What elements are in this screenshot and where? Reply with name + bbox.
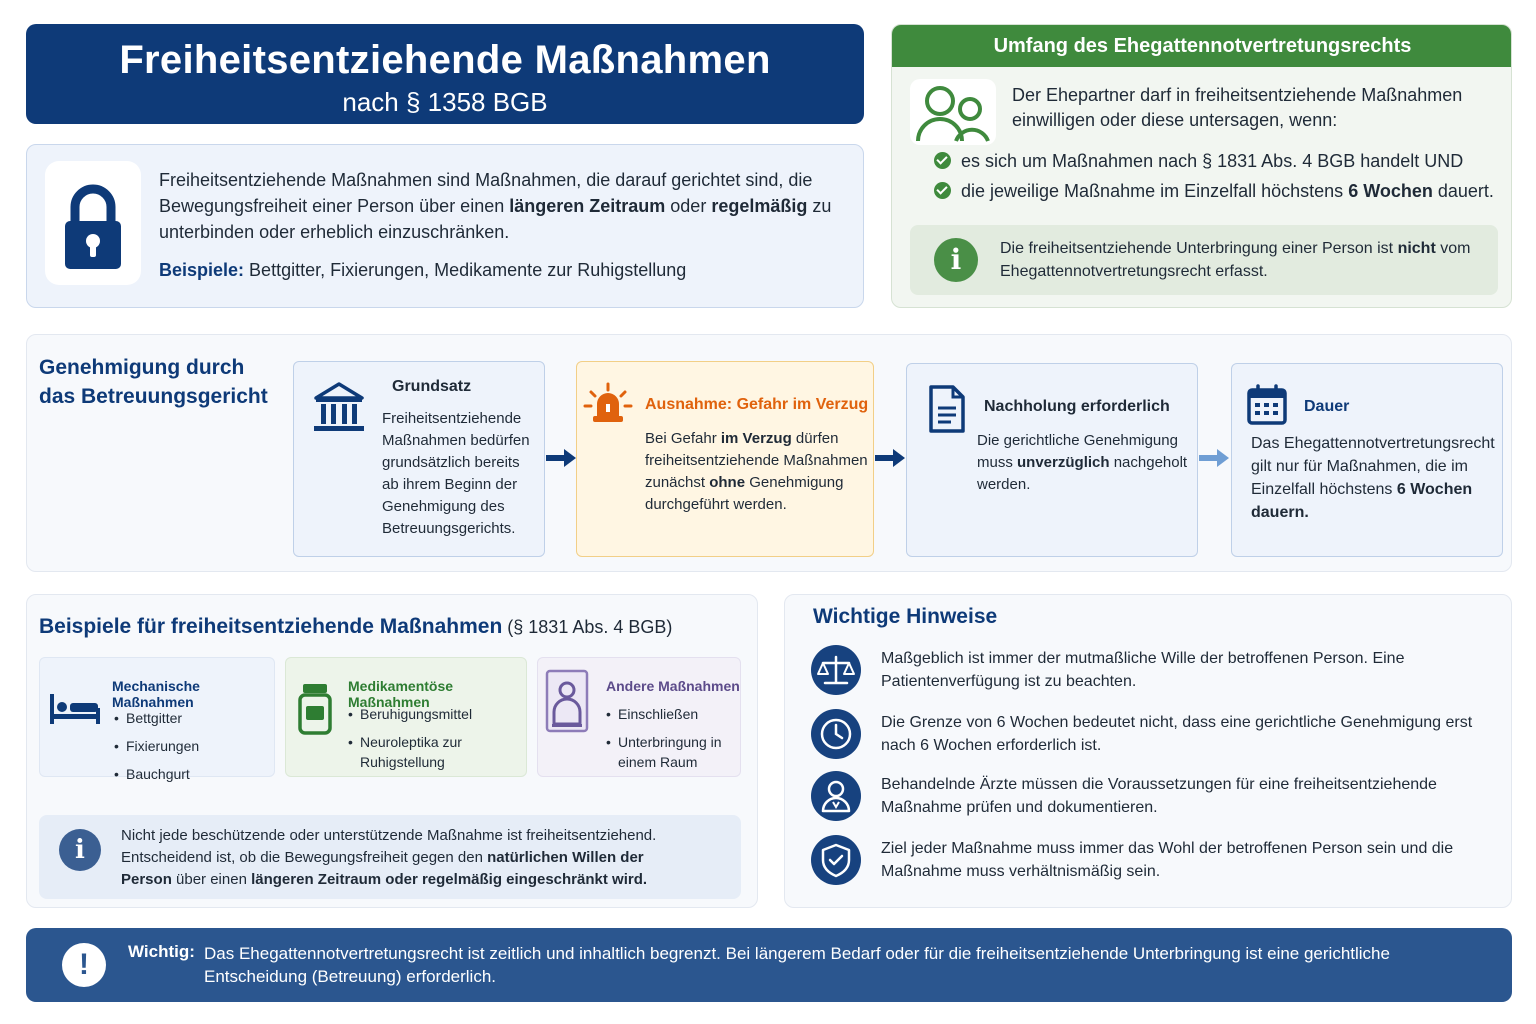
definition-examples: Beispiele: Bettgitter, Fixierungen, Medikamente zur Ruhigstellung — [159, 260, 687, 280]
category-title: Andere Maßnahmen — [606, 678, 740, 694]
clock-icon — [811, 709, 861, 759]
hinweis-item — [811, 709, 1501, 763]
hinweis-text: Maßgeblich ist immer der mutmaßliche Wille der betroffenen Person. Eine Patientenverfügung ist zu beachten. — [881, 650, 1405, 690]
category-mechanical — [39, 657, 275, 782]
footer-banner — [26, 928, 1512, 1002]
step-title: Nachholung erforderlich — [984, 398, 1170, 415]
shield-icon-circle — [811, 835, 861, 885]
page-title: Freiheitsentziehende Maßnahmen — [119, 38, 771, 82]
definition-text: Freiheitsentziehende Maßnahmen sind Maßnahmen, die darauf gerichtet sind, die Bewegungsfreiheit einer Person über einen längeren Zeitraum oder regelmäßig zu unterbinden oder erheblich einzuschränken. — [159, 170, 832, 242]
umfang-condition: es sich um Maßnahmen nach § 1831 Abs. 4 BGB handelt UND — [934, 149, 1494, 173]
hinweise-title: Wichtige Hinweise — [813, 605, 998, 628]
list-item: • Neuroleptika zur Ruhigstellung — [348, 732, 518, 772]
step-title: Grundsatz — [392, 378, 472, 395]
siren-icon — [583, 380, 633, 430]
umfang-title: Umfang des Ehegattennotvertretungsrechts — [892, 25, 1512, 67]
arrow-right-icon — [544, 447, 578, 469]
document-icon — [927, 384, 967, 434]
umfang-condition: die jeweilige Maßnahme im Einzelfall höchstens 6 Wochen dauert. — [934, 179, 1494, 203]
doctor-icon — [811, 771, 861, 821]
step-text: Das Ehegattennotvertretungsrecht gilt nur für Maßnahmen, die im Einzelfall höchstens 6 Wochen dauern. — [1251, 435, 1495, 521]
definition-panel — [26, 144, 864, 308]
genehmigung-panel — [26, 334, 1512, 572]
doctor-icon-circle — [811, 771, 861, 821]
beispiele-title: Beispiele für freiheitsentziehende Maßnahmen (§ 1831 Abs. 4 BGB) — [39, 615, 673, 638]
clock-icon-circle — [811, 709, 861, 759]
hinweis-item — [811, 835, 1501, 889]
step-ausnahme — [576, 361, 874, 557]
genehmigung-title: Genehmigung durch das Betreuungsgericht — [39, 356, 268, 408]
category-list — [348, 704, 518, 772]
list-item: • Bettgitter — [114, 704, 264, 732]
hinweise-panel — [784, 594, 1512, 908]
hinweis-text: Behandelnde Ärzte müssen die Voraussetzungen für eine freiheitsentziehende Maßnahme prüfen und dokumentieren. — [881, 776, 1437, 816]
courthouse-icon — [312, 380, 366, 434]
list-item: • Bauchgurt — [114, 760, 264, 788]
check-icon — [934, 152, 951, 169]
beispiele-note-text: Nicht jede beschützende oder unterstützende Maßnahme ist freiheitsentziehend. Entscheidend ist, ob die Bewegungsfreiheit gegen den natürlichen Willen der Person über einen längeren Zeitraum oder regelmäßig eingeschränkt wird. — [121, 827, 657, 888]
check-icon — [934, 182, 951, 199]
footer-text: Das Ehegattennotvertretungsrecht ist zeitlich und inhaltlich begrenzt. Bei längerem Bedarf oder für die freiheitsentziehende Unterbringung ist eine gerichtliche Entscheidung (Betreuung) erforderlich. — [204, 944, 1390, 986]
beispiele-note — [39, 815, 741, 899]
umfang-note-text: Die freiheitsentziehende Unterbringung einer Person ist nicht vom Ehegattennotvertretungsrecht erfasst. — [1000, 240, 1471, 280]
beispiele-panel — [26, 594, 758, 908]
shield-check-icon — [811, 835, 861, 885]
people-icon-tile — [910, 79, 996, 145]
umfang-intro: Der Ehepartner darf in freiheitsentziehende Maßnahmen einwilligen oder diese untersagen, wenn: — [1012, 85, 1463, 130]
lock-icon-tile — [45, 161, 141, 285]
info-icon: i — [59, 829, 101, 871]
step-text: Freiheitsentziehende Maßnahmen bedürfen grundsätzlich bereits ab ihrem Beginn der Genehmigung des Betreuungsgerichts. — [382, 410, 530, 537]
category-title: Mechanische Maßnahmen — [112, 678, 200, 710]
step-dauer — [1231, 363, 1503, 557]
category-list — [606, 704, 736, 772]
list-item: • Unterbringung in einem Raum — [606, 732, 736, 772]
bed-icon — [48, 692, 102, 726]
exclamation-icon: ! — [62, 943, 106, 987]
person-door-icon — [544, 668, 590, 734]
hinweis-text: Die Grenze von 6 Wochen bedeutet nicht, dass eine gerichtliche Genehmigung erst nach 6 Wochen erforderlich ist. — [881, 714, 1473, 754]
step-grundsatz — [293, 361, 545, 557]
scales-icon-circle — [811, 645, 861, 695]
pill-bottle-icon — [298, 682, 332, 736]
category-title: Medikamentöse Maßnahmen — [348, 678, 454, 710]
list-item: • Fixierungen — [114, 732, 264, 760]
scales-icon — [811, 645, 861, 695]
hinweis-item — [811, 771, 1501, 825]
category-other — [537, 657, 741, 777]
step-title: Ausnahme: Gefahr im Verzug — [645, 396, 869, 413]
umfang-note — [910, 225, 1498, 295]
arrow-right-icon — [873, 447, 907, 469]
arrow-right-icon — [1197, 447, 1231, 469]
list-item: • Einschließen — [606, 704, 736, 724]
footer-label: Wichtig: — [128, 942, 195, 961]
page-subtitle: nach § 1358 BGB — [342, 87, 548, 117]
info-icon: i — [934, 238, 978, 282]
hinweis-item — [811, 645, 1501, 699]
calendar-icon — [1246, 384, 1288, 426]
list-item: • Beruhigungsmittel — [348, 704, 518, 724]
step-title: Dauer — [1304, 398, 1350, 415]
category-medication — [285, 657, 527, 777]
category-list — [114, 704, 264, 788]
lock-icon — [45, 161, 141, 285]
people-icon — [910, 79, 996, 145]
step-nachholung — [906, 363, 1198, 557]
hinweis-text: Ziel jeder Maßnahme muss immer das Wohl der betroffenen Person sein und die Maßnahme muss verhältnismäßig sein. — [881, 840, 1454, 880]
umfang-panel — [891, 24, 1512, 308]
step-text: Die gerichtliche Genehmigung muss unverzüglich nachgeholt werden. — [977, 432, 1188, 493]
title-banner — [26, 24, 864, 124]
step-text: Bei Gefahr im Verzug dürfen freiheitsentziehende Maßnahmen zunächst ohne Genehmigung durchgeführt werden. — [645, 430, 868, 513]
